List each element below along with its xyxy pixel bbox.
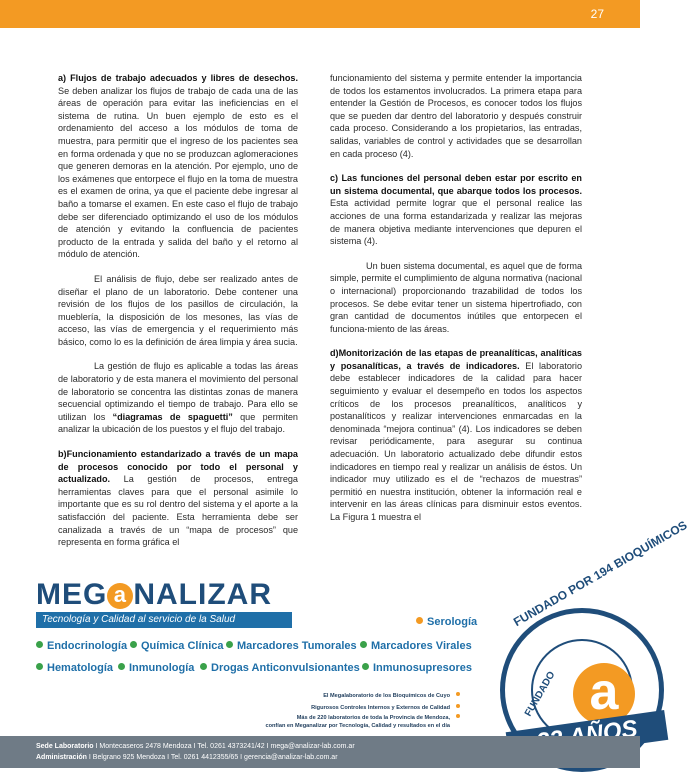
- service-anticonvulsionantes: [200, 662, 360, 674]
- bullet-icon: [456, 714, 460, 718]
- claim-line: [265, 702, 460, 714]
- bullet-icon: [362, 663, 369, 670]
- service-label: Hematología: [47, 662, 114, 674]
- paragraph-funciones: [330, 172, 582, 248]
- service-quimica: [130, 640, 224, 652]
- heading-funciones: c) Las funciones del personal deben estar por escrito en un sistema documental, que abarque todos los procesos.: [330, 173, 582, 196]
- paragraph-flujos: [58, 72, 298, 261]
- paragraph-monitorizacion: [330, 347, 582, 523]
- bullet-icon: [36, 641, 43, 648]
- badge-a-icon: a: [573, 663, 635, 725]
- service-label: Inmunología: [129, 662, 195, 674]
- bullet-icon: [226, 641, 233, 648]
- service-label: Marcadores Tumorales: [237, 640, 357, 652]
- heading-monitorizacion: d)Monitorización de las etapas de preanalíticas, analíticas y posanalíticas, a través de indicadores.: [330, 348, 582, 371]
- ad-footer: [0, 736, 640, 768]
- footer-admin: [36, 752, 640, 763]
- paragraph-sistema-documental: Un buen sistema documental, es aquel que de forma simple, permite el cumplimiento de alguna normativa (nacional o internacional) proporcionando trazabilidad de todos los procesos. Se debe evitar tener un sistema hipertrofiado, con gran cantidad de documentos inútiles que entorpecen el funciona-miento de las áreas.: [330, 260, 582, 334]
- service-inmunosupresores: [362, 662, 472, 674]
- heading-funcionamiento: b)Funcionamiento estandarizado a través de un mapa de procesos conocido por todo el personal y actualizado.: [58, 449, 298, 485]
- service-label: Endocrinología: [47, 640, 128, 652]
- service-virales: [360, 640, 472, 652]
- claim-text: confían en Meganalizar por Tecnología, Calidad y resultados en el día: [265, 723, 450, 729]
- footer-admin-text: I Belgrano 925 Mendoza I Tel. 0261 4412355/65 I gerencia@analizar-lab.com.ar: [86, 754, 338, 761]
- logo-text-pre: MEG: [36, 578, 108, 611]
- body-flujos: Se deben analizar los flujos de trabajo de cada una de las áreas de operación para evitar las ineficiencias en el sistema de rutina. Un buen ejemplo de esto es el ordenamiento del acceso a los módulos de toma de muestra, para permitir que el ingreso de los pacientes sea en forma ordenada y que no se produzcan aglomeraciones que generen demoras en la atención. Por ejemplo, uno de los exámenes que entorpece el flujo en la toma de muestra es el examen de orina, ya que el paciente debe ingresar al baño a tomarse el examen. En este caso el flujo de trabajo debe ser diferenciado optimizando el uso de los módulos de atención y evitando la confluencia de pacientes producto de la entrada y salida del baño y el retorno al módulo de atención.: [58, 85, 298, 260]
- logo-text-post: NALIZAR: [133, 578, 272, 611]
- article-right-column: [330, 72, 582, 536]
- heading-flujos: a) Flujos de trabajo adecuados y libres de desechos.: [58, 73, 298, 83]
- paragraph-analisis: El análisis de flujo, debe ser realizado antes de diseñar el plano de un laboratorio. Debe contener una revisión de los flujos de los pasillos de circulación, la mueblería, la disposición de los mesones, las vías de acceso, las vías de emergencia y el requerimiento más básico, como lo es la definición de área limpia y área sucia.: [58, 273, 298, 347]
- service-label: Química Clínica: [141, 640, 224, 652]
- paragraph-funcionamiento: [58, 448, 298, 549]
- ad-claims: [265, 690, 460, 730]
- claim-text: Rigurosos Controles Internos y Externos de Calidad: [311, 705, 450, 711]
- claim-line: [265, 714, 460, 722]
- body-monitorizacion: El laboratorio debe establecer indicadores de la calidad para hacer seguimiento y evaluar el desempeño en todos los aspectos críticos de los procesos preanalíticos, analíticos y postanalíticos y realizar intervenciones enmarcadas en la denominada “mejora continua” (4). Los indicadores se deben revisar periódicamente, para asegurar su continua adecuación. Un laboratorio actualizado debe difundir estos indicadores en tiempo real y realizar un análisis de éstos. Un indicador muy utilizado es el de “rechazos de muestras” permitió en nuestra institución, obtener la información real e intervenir en las áreas clínicas para disminuir estos eventos. La Figura 1 muestra el: [330, 360, 583, 522]
- bullet-icon: [456, 704, 460, 708]
- body-funciones: Esta actividad permite lograr que el personal realice las acciones de una forma estandarizada y realizar las mejoras de manera objetiva mediante intervenciones que depuren el sistema (4).: [330, 198, 582, 247]
- claim-text: El Megalaboratorio de los Bioquímicos de Cuyo: [323, 693, 450, 699]
- service-serologia: [416, 616, 477, 628]
- badge-arc-text: FUNDADO POR 194 BIOQUÍMICOS: [511, 517, 690, 630]
- header-band: [0, 0, 640, 28]
- text-gestion-a: La gestión de flujo es aplicable a todas las áreas de laboratorio y de esta manera el movimiento del personal de laboratorio se concentra las distintas zonas de manera secuencial optimizando el tiempo de trabajo. Para ello se utilizan los: [58, 361, 298, 422]
- text-gestion-b: que permiten analizar la ubicación de los puestos y el flujo del trabajo.: [58, 411, 298, 435]
- footer-admin-label: Administración: [36, 754, 87, 761]
- service-hematologia: [36, 662, 113, 674]
- footer-sede-label: Sede Laboratorio: [36, 743, 94, 750]
- bullet-icon: [130, 641, 137, 648]
- footer-sede-text: I Montecaseros 2478 Mendoza I Tel. 0261 4373241/42 I mega@analizar-lab.com.ar: [93, 743, 355, 750]
- paragraph-gestion-flujo: [58, 360, 298, 436]
- meganalizar-logo: [36, 578, 272, 612]
- page-number: 27: [590, 7, 604, 21]
- ad-tagline: Tecnología y Calidad al servicio de la Salud: [36, 612, 292, 628]
- claim-line: [265, 722, 450, 730]
- bullet-icon: [118, 663, 125, 670]
- service-inmunologia: [118, 662, 194, 674]
- service-label: Drogas Anticonvulsionantes: [211, 662, 360, 674]
- bullet-icon: [456, 692, 460, 696]
- service-endocrinologia: [36, 640, 127, 652]
- body-funcionamiento: La gestión de procesos, entrega herramientas claves para que el personal asimile lo importante que es su rol dentro del sistema y el aporte a la satisfacción del paciente. Esta herramienta debe ser canalizada a través de un “mapa de procesos” que representa en forma gráfica el: [58, 474, 298, 548]
- footer-sede: [36, 741, 640, 752]
- bullet-icon: [36, 663, 43, 670]
- claim-text: Más de 220 laboratorios de toda la Provincia de Mendoza,: [296, 715, 450, 721]
- service-label: Marcadores Virales: [371, 640, 472, 652]
- paragraph-continuation: funcionamiento del sistema y permite entender la importancia de todos los estamentos involucrados. La primera etapa para entender la Gestión de Procesos, es conocer todos los flujos que se pueden dar dentro del laboratorio y después construir cada proceso. Considerando a los propietarios, las entradas, salidas, variables de control y actividades que se desarrollan en cada proceso (4).: [330, 73, 582, 159]
- bullet-icon: [200, 663, 207, 670]
- logo-at-icon: a: [107, 583, 133, 609]
- claim-line: [265, 690, 460, 702]
- badge-side-text: FUNDADO: [523, 669, 558, 719]
- bullet-icon: [416, 617, 423, 624]
- bullet-icon: [360, 641, 367, 648]
- text-spaguetti: “diagramas de spaguetti”: [112, 411, 233, 422]
- article-left-column: [58, 72, 298, 561]
- service-label: Inmunosupresores: [373, 662, 473, 674]
- service-tumorales: [226, 640, 357, 652]
- meganalizar-advertisement: [0, 517, 690, 768]
- service-label: Serología: [427, 616, 478, 628]
